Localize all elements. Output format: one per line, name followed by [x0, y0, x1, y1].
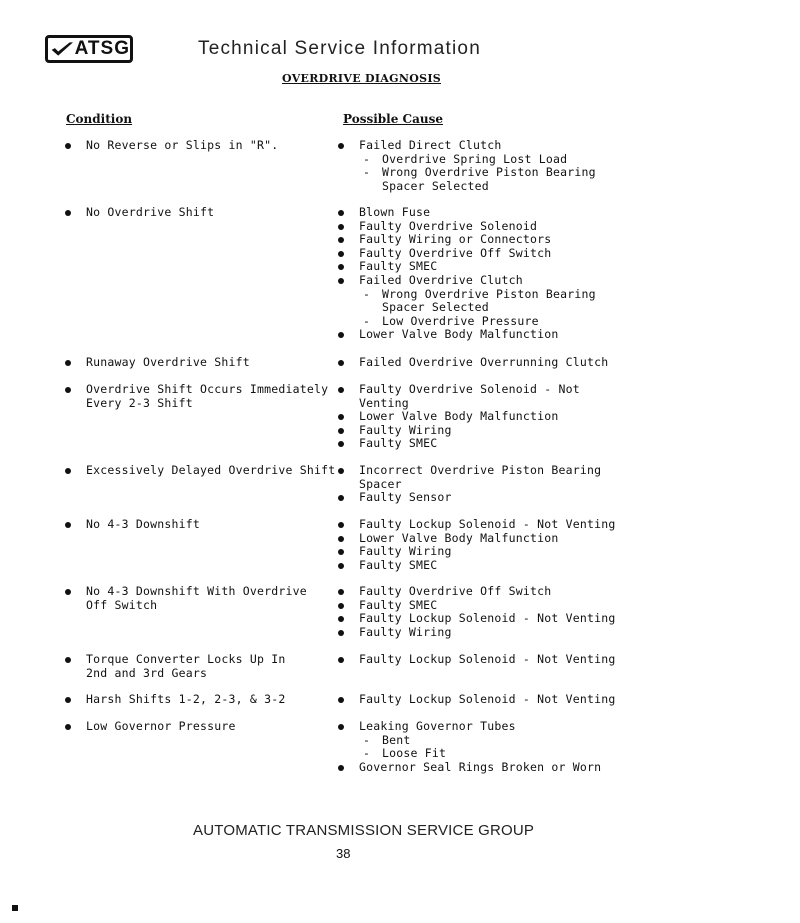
- bullet-icon: [338, 495, 344, 501]
- corner-mark: [12, 905, 18, 911]
- sub-cause-text: Wrong Overdrive Piston Bearing: [382, 165, 596, 180]
- atsg-logo: [45, 35, 133, 63]
- bullet-icon: [65, 724, 71, 730]
- condition-cell: [63, 383, 333, 410]
- cause-item: [336, 585, 636, 599]
- cause-text: Lower Valve Body Malfunction: [359, 409, 559, 424]
- sub-cause-item: [336, 315, 636, 329]
- cause-cell: [336, 383, 636, 451]
- cause-item: [336, 761, 636, 775]
- bullet-icon: [338, 468, 344, 474]
- cause-cell: [336, 518, 636, 572]
- cause-text: Faulty SMEC: [359, 557, 438, 572]
- sub-cause-item: [336, 153, 636, 167]
- condition-label: Excessively Delayed Overdrive Shift: [86, 463, 336, 477]
- cause-text: Blown Fuse: [359, 205, 431, 219]
- bullet-icon: [338, 563, 344, 569]
- cause-text: Faulty Wiring: [359, 624, 452, 639]
- cause-text: Failed Overdrive Overrunning Clutch: [359, 355, 609, 369]
- page-number: 38: [336, 846, 351, 861]
- bullet-icon: [338, 549, 344, 555]
- cause-text: Faulty Overdrive Off Switch: [359, 245, 552, 260]
- bullet-icon: [65, 143, 71, 149]
- bullet-icon: [338, 332, 344, 338]
- cause-item: [336, 424, 636, 438]
- condition-label: Low Governor Pressure: [86, 719, 236, 733]
- cause-item: [336, 559, 636, 573]
- cause-text: Lower Valve Body Malfunction: [359, 327, 559, 342]
- bullet-icon: [338, 387, 344, 393]
- cause-text: Faulty Lockup Solenoid - Not Venting: [359, 652, 616, 666]
- condition-text: [63, 585, 333, 599]
- dash-marker: -: [363, 165, 371, 180]
- cause-item: [336, 356, 636, 370]
- cause-cell: [336, 464, 636, 505]
- condition-text: Off Switch: [86, 597, 158, 612]
- cause-text: Faulty Lockup Solenoid - Not Venting: [359, 692, 616, 706]
- cause-item: [336, 720, 636, 734]
- sub-cause-item: [336, 747, 636, 761]
- bullet-icon: [338, 603, 344, 609]
- bullet-icon: [338, 428, 344, 434]
- sub-cause-text: Low Overdrive Pressure: [382, 313, 539, 328]
- bullet-icon: [338, 536, 344, 542]
- cause-item: [336, 478, 636, 492]
- cause-item: [336, 545, 636, 559]
- bullet-icon: [338, 414, 344, 420]
- bullet-icon: [338, 697, 344, 703]
- cause-cell: [336, 139, 636, 193]
- condition-text: [63, 356, 333, 370]
- cause-text: Venting: [359, 395, 409, 410]
- condition-label: No 4-3 Downshift: [86, 517, 200, 531]
- cause-text: Incorrect Overdrive Piston Bearing: [359, 463, 602, 477]
- cause-item: [336, 206, 636, 220]
- condition-cell: [63, 518, 333, 532]
- bullet-icon: [338, 589, 344, 595]
- footer-organization: AUTOMATIC TRANSMISSION SERVICE GROUP: [193, 822, 535, 839]
- condition-label: Runaway Overdrive Shift: [86, 355, 250, 369]
- cause-item: [336, 653, 636, 667]
- cause-item: [336, 410, 636, 424]
- condition-cell: [63, 653, 333, 680]
- bullet-icon: [338, 210, 344, 216]
- bullet-icon: [338, 657, 344, 663]
- condition-label: No Overdrive Shift: [86, 205, 215, 219]
- cause-text: Faulty Wiring: [359, 544, 452, 559]
- document-title: OVERDRIVE DIAGNOSIS: [282, 72, 442, 85]
- cause-item: [336, 693, 636, 707]
- cause-text: Faulty Overdrive Off Switch: [359, 584, 552, 598]
- condition-label: No Reverse or Slips in "R".: [86, 138, 279, 152]
- cause-text: Faulty Sensor: [359, 490, 452, 505]
- bullet-icon: [65, 697, 71, 703]
- bullet-icon: [338, 765, 344, 771]
- cause-heading: Possible Cause: [343, 112, 443, 126]
- cause-item: [336, 274, 636, 288]
- cause-text: Faulty Lockup Solenoid - Not Venting: [359, 611, 616, 626]
- sub-cause-item: [336, 301, 636, 315]
- cause-item: [336, 260, 636, 274]
- bullet-icon: [338, 237, 344, 243]
- condition-text: [63, 693, 333, 707]
- condition-text: 2nd and 3rd Gears: [86, 665, 208, 680]
- condition-cell: [63, 356, 333, 370]
- condition-text: [63, 720, 333, 734]
- bullet-icon: [338, 251, 344, 257]
- cause-text: Leaking Governor Tubes: [359, 719, 516, 733]
- sub-cause-text: Loose Fit: [382, 746, 447, 761]
- cause-text: Spacer: [359, 476, 402, 491]
- condition-text: [63, 518, 333, 532]
- cause-item: [336, 220, 636, 234]
- cause-item: [336, 491, 636, 505]
- condition-text: [63, 383, 333, 397]
- dash-marker: -: [363, 732, 371, 747]
- cause-text: Faulty Lockup Solenoid - Not Venting: [359, 517, 616, 531]
- sub-cause-text: Bent: [382, 732, 411, 747]
- sub-cause-text: Spacer Selected: [382, 300, 489, 315]
- bullet-icon: [338, 360, 344, 366]
- cause-cell: [336, 206, 636, 342]
- sub-cause-item: [336, 166, 636, 180]
- condition-heading: Condition: [66, 112, 133, 126]
- cause-text: Faulty SMEC: [359, 259, 438, 274]
- cause-cell: [336, 720, 636, 774]
- dash-marker: -: [363, 286, 371, 301]
- cause-cell: [336, 356, 636, 370]
- cause-cell: [336, 585, 636, 639]
- condition-label: Torque Converter Locks Up In: [86, 652, 286, 666]
- bullet-icon: [65, 468, 71, 474]
- cause-item: [336, 599, 636, 613]
- bullet-icon: [338, 616, 344, 622]
- condition-cell: [63, 693, 333, 707]
- bullet-icon: [65, 210, 71, 216]
- condition-label: Overdrive Shift Occurs Immediately: [86, 382, 329, 396]
- cause-item: [336, 464, 636, 478]
- cause-text: Faulty Wiring: [359, 422, 452, 437]
- condition-cell: [63, 720, 333, 734]
- cause-cell: [336, 693, 636, 707]
- bullet-icon: [338, 264, 344, 270]
- bullet-icon: [338, 522, 344, 528]
- cause-item: [336, 532, 636, 546]
- dash-marker: [363, 301, 382, 315]
- condition-label: Harsh Shifts 1-2, 2-3, & 3-2: [86, 692, 286, 706]
- sub-cause-text: Wrong Overdrive Piston Bearing: [382, 286, 596, 301]
- checkmark-logo-icon: [50, 38, 75, 60]
- cause-item: [336, 612, 636, 626]
- header-title: Technical Service Information: [198, 38, 481, 59]
- sub-cause-item: [336, 734, 636, 748]
- dash-marker: [363, 180, 382, 194]
- cause-item: [336, 437, 636, 451]
- condition-cell: [63, 585, 333, 612]
- bullet-icon: [65, 387, 71, 393]
- sub-cause-text: Overdrive Spring Lost Load: [382, 151, 568, 166]
- cause-item: [336, 626, 636, 640]
- dash-marker: -: [363, 746, 371, 761]
- condition-cell: [63, 206, 333, 220]
- cause-item: [336, 233, 636, 247]
- condition-text: [63, 206, 333, 220]
- bullet-icon: [338, 278, 344, 284]
- logo-text: ATSG: [74, 38, 130, 59]
- sub-cause-item: [336, 288, 636, 302]
- cause-text: Governor Seal Rings Broken or Worn: [359, 759, 602, 774]
- condition-label: No 4-3 Downshift With Overdrive: [86, 584, 307, 598]
- cause-item: [336, 247, 636, 261]
- bullet-icon: [65, 522, 71, 528]
- bullet-icon: [65, 657, 71, 663]
- bullet-icon: [65, 589, 71, 595]
- bullet-icon: [338, 224, 344, 230]
- cause-text: Faulty Wiring or Connectors: [359, 232, 552, 247]
- dash-marker: -: [363, 151, 371, 166]
- cause-text: Faulty Overdrive Solenoid: [359, 218, 538, 233]
- cause-text: Failed Overdrive Clutch: [359, 272, 523, 287]
- cause-text: Lower Valve Body Malfunction: [359, 530, 559, 545]
- condition-text: [63, 463, 336, 478]
- condition-cell: [63, 463, 336, 478]
- bullet-icon: [338, 630, 344, 636]
- sub-cause-text: Spacer Selected: [382, 178, 489, 193]
- cause-item: [336, 518, 636, 532]
- dash-marker: -: [363, 313, 371, 328]
- cause-item: [336, 328, 636, 342]
- sub-cause-item: [336, 180, 636, 194]
- cause-text: Faulty SMEC: [359, 597, 438, 612]
- cause-item: [336, 397, 636, 411]
- condition-cell: [63, 139, 333, 153]
- bullet-icon: [338, 441, 344, 447]
- cause-cell: [336, 653, 636, 667]
- cause-text: Faulty SMEC: [359, 436, 438, 451]
- cause-item: [336, 139, 636, 153]
- cause-text: Faulty Overdrive Solenoid - Not: [359, 382, 580, 396]
- condition-text: [63, 139, 333, 153]
- bullet-icon: [338, 724, 344, 730]
- bullet-icon: [338, 143, 344, 149]
- condition-text: Every 2-3 Shift: [86, 395, 193, 410]
- cause-text: Failed Direct Clutch: [359, 138, 502, 152]
- cause-item: [336, 383, 636, 397]
- bullet-icon: [65, 360, 71, 366]
- condition-text: [63, 653, 333, 667]
